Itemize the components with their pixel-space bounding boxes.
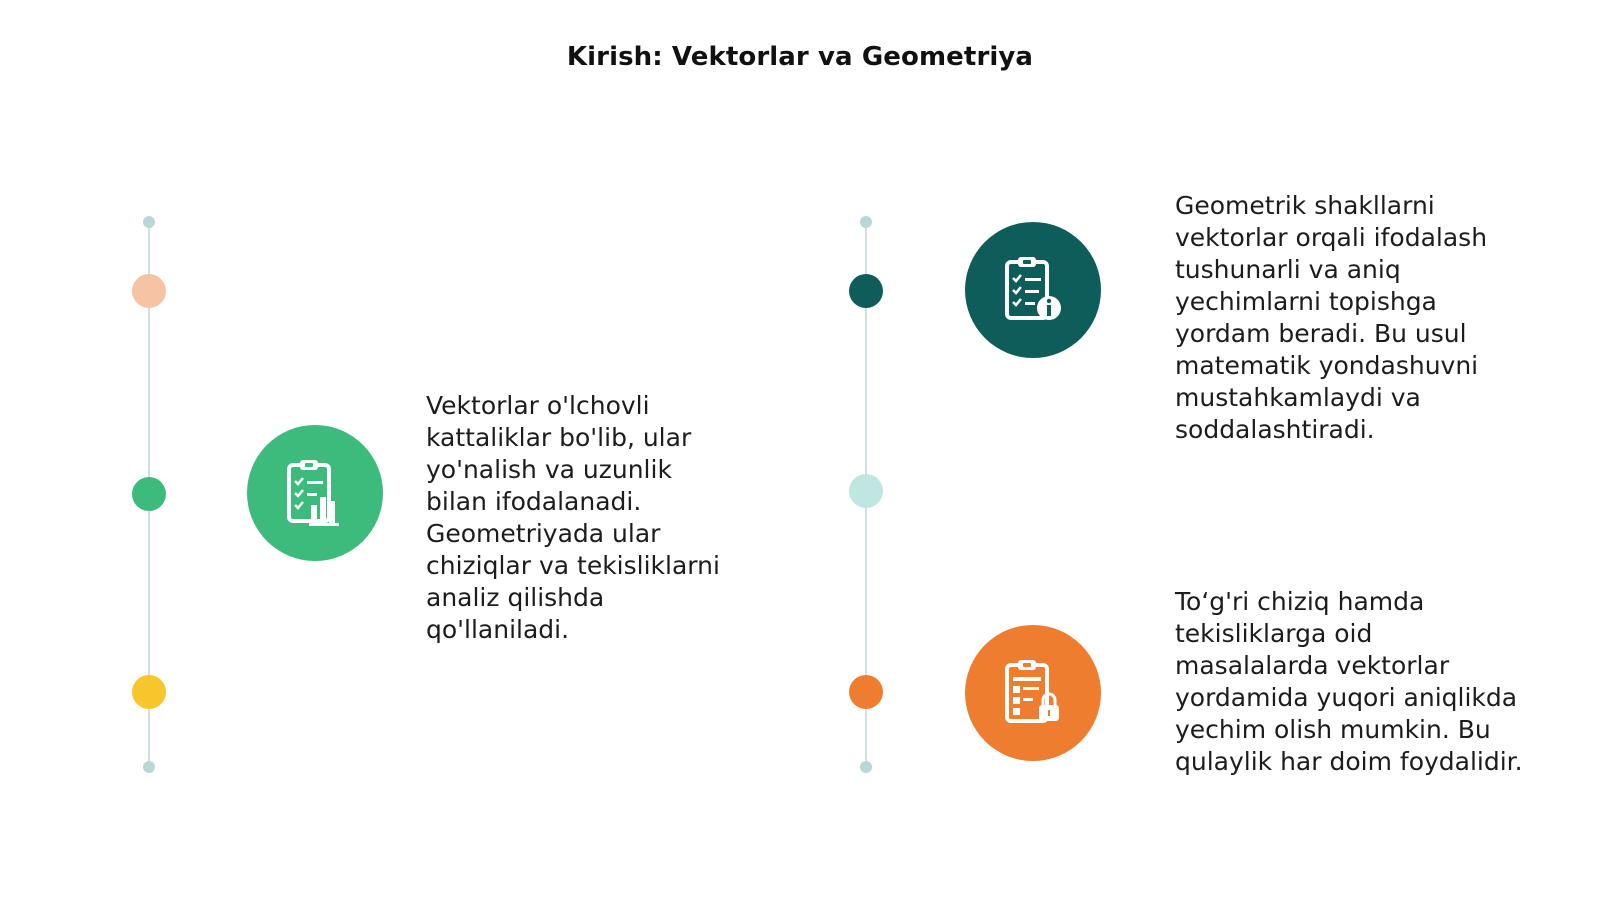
timeline-dot-dark-teal	[849, 274, 883, 308]
timeline-dot-peach	[132, 274, 166, 308]
item-3-icon-circle	[965, 625, 1101, 761]
item-1-icon-circle	[247, 425, 383, 561]
item-2-icon-circle	[965, 222, 1101, 358]
timeline-end-dot	[143, 216, 155, 228]
timeline-end-dot	[860, 216, 872, 228]
slide-title: Kirish: Vektorlar va Geometriya	[566, 42, 1034, 72]
clipboard-info-icon	[993, 250, 1073, 330]
item-2-text: Geometrik shakllarni vektorlar orqali ifodalash tushunarli va aniq yechimlarni topishga yordam beradi. Bu usul matematik yondashuvni mustahkamlaydi va soddalashtiradi.	[1175, 191, 1488, 444]
timeline-end-dot	[860, 761, 872, 773]
timeline-dot-yellow	[132, 675, 166, 709]
timeline-end-dot	[143, 761, 155, 773]
clipboard-chart-icon	[275, 453, 355, 533]
timeline-dot-green	[132, 477, 166, 511]
item-1-text: Vektorlar o'lchovli kattaliklar bo'lib, ular yo'nalish va uzunlik bilan ifodalanadi. Geometriyada ular chiziqlar va tekisliklarni analiz qilishda qo'llaniladi.	[426, 391, 720, 644]
item-3-text: To‘g'ri chiziq hamda tekisliklarga oid masalalarda vektorlar yordamida yuqori aniqlikda yechim olish mumkin. Bu qulaylik har doim foydalidir.	[1175, 587, 1523, 776]
clipboard-lock-icon	[993, 653, 1073, 733]
timeline-dot-orange	[849, 675, 883, 709]
timeline-dot-light-teal	[849, 474, 883, 508]
